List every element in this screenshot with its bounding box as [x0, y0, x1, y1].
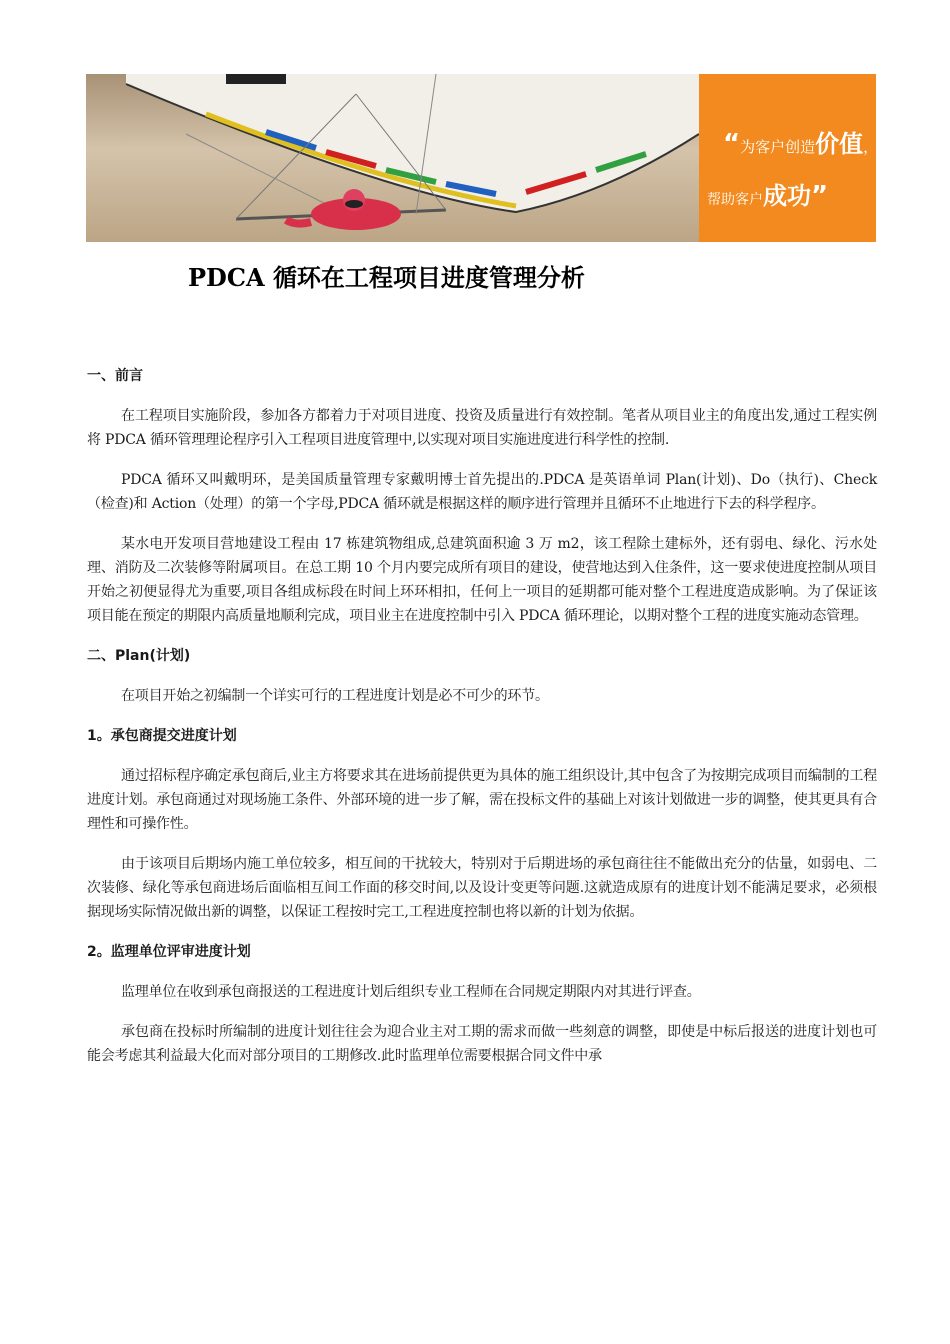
paragraph: 某水电开发项目营地建设工程由 17 栋建筑物组成,总建筑面积逾 3 万 m2，该工程除土建标外，还有弱电、绿化、污水处理、消防及二次装修等附属项目。在总工期 10 个月内要完成所有项目的建设，使营地达到入住条件，这一要求使进度控制从项目开始之初便显得尤为重要,项目各组成标段在时间上环环相扣，任何上一项目的延期都可能对整个工程进度造成影响。为了保证该项目能在预定的期限内高质量地顺利完成，项目业主在进度控制中引入 PDCA 循环理论，以期对整个工程的进度实施动态管理。: [87, 536, 877, 624]
paragraph: 由于该项目后期场内施工单位较多，相互间的干扰较大，特别对于后期进场的承包商往往不能做出充分的估量，如弱电、二次装修、绿化等承包商进场后面临相互间工作面的移交时间,以及设计变更等问题.这就造成原有的进度计划不能满足要求，必须根据现场实际情况做出新的调整，以保证工程按时完工,工程进度控制也将以新的计划为依据。: [87, 856, 877, 920]
section-heading-intro: 一、前言: [87, 368, 143, 384]
paragraph: 在工程项目实施阶段，参加各方都着力于对项目进度、投资及质量进行有效控制。笔者从项目业主的角度出发,通过工程实例将 PDCA 循环管理理论程序引入工程项目进度管理中,以实现对项目实施进度进行科学性的控制.: [87, 408, 877, 448]
slogan-text-1a: 为客户创造: [740, 138, 816, 156]
section-heading-plan: 二、Plan(计划): [87, 648, 191, 664]
paragraph: 承包商在投标时所编制的进度计划往往会为迎合业主对工期的需求而做一些刻意的调整，即使是中标后报送的进度计划也可能会考虑其利益最大化而对部分项目的工期修改.此时监理单位需要根据合同文件中承: [87, 1024, 877, 1064]
header-banner: [86, 74, 879, 242]
slogan-text-2a: 帮助客户: [707, 192, 763, 208]
slogan-text-1b: 价值: [815, 130, 864, 158]
subsection-heading-supervision: 2。监理单位评审进度计划: [87, 944, 251, 960]
hang-glider-photo: [86, 74, 699, 242]
paragraph: 通过招标程序确定承包商后,业主方将要求其在进场前提供更为具体的施工组织设计,其中包含了为按期完成项目而编制的工程进度计划。承包商通过对现场施工条件、外部环境的进一步了解，需在投标文件的基础上对该计划做进一步的调整，使其更具有合理性和可操作性。: [87, 768, 877, 832]
slogan-panel: [699, 74, 879, 242]
close-quote: ”: [811, 181, 829, 211]
paragraph: 监理单位在收到承包商报送的工程进度计划后组织专业工程师在合同规定期限内对其进行评查。: [121, 984, 701, 1000]
slogan-text-1c: ，: [863, 138, 879, 156]
subsection-heading-contractor: 1。承包商提交进度计划: [87, 728, 237, 744]
slogan-text-2b: 成功: [763, 182, 811, 210]
open-quote: “: [723, 129, 741, 159]
document-title: PDCA 循环在工程项目进度管理分析: [188, 263, 585, 292]
hang-glider-illustration: [86, 74, 699, 242]
paragraph: 在项目开始之初编制一个详实可行的工程进度计划是必不可少的环节。: [121, 688, 549, 704]
document-body: [87, 364, 877, 1084]
slogan-line-2: [707, 176, 828, 211]
slogan-line-1: [723, 124, 878, 159]
paragraph: PDCA 循环又叫戴明环，是美国质量管理专家戴明博士首先提出的.PDCA 是英语单词 Plan(计划)、Do（执行)、Check（检查)和 Action（处理）的第一个字母,PDCA 循环就是根据这样的顺序进行管理并且循环不止地进行下去的科学程序。: [87, 472, 877, 512]
